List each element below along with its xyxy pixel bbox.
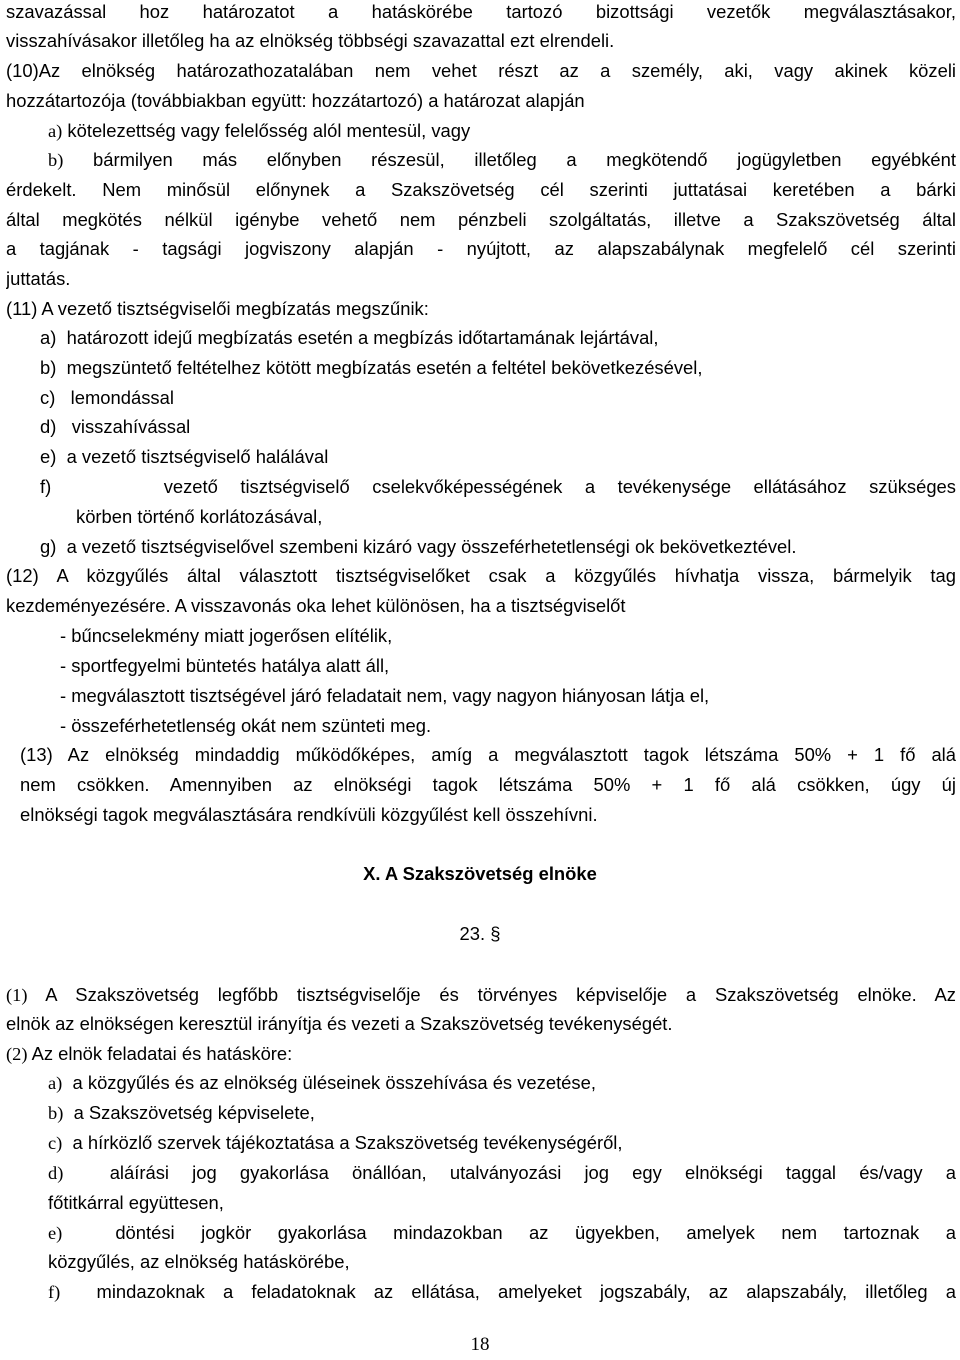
text-line: közgyűlés, az elnökség hatáskörébe, [48, 1251, 350, 1272]
text-line: (10)Az elnökség határozathozatalában nem vehet részt az a személy, aki, vagy akinek közeli [6, 60, 956, 81]
chapter-title: X. A Szakszövetség elnöke [363, 863, 597, 884]
list-item [48, 1128, 956, 1158]
list-label: c) [48, 1133, 63, 1153]
text-line: érdekelt. Nem minősül előnynek a Szakszövetség cél szerinti juttatásai keretében a bárki [6, 179, 956, 200]
list-item [48, 1277, 956, 1307]
text-line: körben történő korlátozásával, [76, 506, 323, 527]
list-text: kötelezettség vagy felelősség alól mentesül, vagy [67, 120, 471, 141]
text-line: nem csökken. Amennyiben az elnökségi tagok létszáma 50% + 1 fő alá csökken, úgy új [20, 774, 956, 795]
list-text: bármilyen más előnyben részesül, illetőleg a megkötendő jogügyletben egyébként [93, 149, 956, 170]
section-number: 23. § [459, 923, 501, 944]
list-text: döntési jogkör gyakorlása mindazokban az ügyekben, amelyek nem tartoznak a [115, 1222, 956, 1243]
list-label: a) [40, 327, 57, 348]
list-label: f) [40, 476, 52, 497]
list-text: vezető tisztségviselő cselekvőképességének a tevékenysége ellátásához szükséges [163, 476, 956, 497]
list-label: c) [40, 387, 56, 408]
list-item [48, 145, 956, 175]
list-label: d) [48, 1163, 64, 1183]
dash-item: - megválasztott tisztségével járó feladatait nem, vagy nagyon hiányosan látja el, [60, 685, 710, 706]
text-line: elnök az elnökségen keresztül irányítja és vezeti a Szakszövetség tevékenységét. [6, 1013, 673, 1034]
list-label: g) [40, 536, 57, 557]
text-line: visszahívásakor illetőleg ha az elnökség többségi szavazattal ezt elrendeli. [6, 30, 615, 51]
list-text: visszahívással [71, 416, 191, 437]
list-item [40, 383, 956, 413]
list-label: b) [48, 150, 64, 170]
list-item [48, 1098, 956, 1128]
text-line: főtitkárral együttesen, [48, 1192, 224, 1213]
text-line: által megkötés nélkül igénybe vehető nem pénzbeli szolgáltatás, illetve a Szakszövetség által [6, 209, 956, 230]
text-line: (13) Az elnökség mindaddig működőképes, amíg a megválasztott tagok létszáma 50% + 1 fő alá [20, 744, 956, 765]
paragraph-text: Az elnök feladatai és hatásköre: [31, 1043, 293, 1064]
list-item [40, 353, 956, 383]
paragraph-label: (1) [6, 985, 28, 1005]
text-line: juttatás. [6, 268, 71, 289]
text-line: szavazással hoz határozatot a hatáskörébe tartozó bizottsági vezetők megválasztásakor, [6, 1, 956, 22]
list-text: a vezető tisztségviselő halálával [66, 446, 329, 467]
paragraph-label: (2) [6, 1044, 28, 1064]
list-item [48, 1218, 956, 1248]
list-item [48, 1068, 956, 1098]
dash-item: - bűncselekmény miatt jogerősen elítélik, [60, 625, 393, 646]
section-heading: (11) A vezető tisztségviselői megbízatás megszűnik: [6, 298, 429, 319]
list-text: megszüntető feltételhez kötött megbízatás esetén a feltétel bekövetkezésével, [66, 357, 703, 378]
list-label: b) [48, 1103, 64, 1123]
list-text: a Szakszövetség képviselete, [73, 1102, 315, 1123]
text-line: elnökségi tagok megválasztására rendkívüli közgyűlést kell összehívni. [20, 804, 598, 825]
dash-item: - összeférhetetlenség okát nem szünteti meg. [60, 715, 432, 736]
list-label: a) [48, 121, 63, 141]
list-text: mindazoknak a feladatoknak az ellátása, amelyeket jogszabály, az alapszabály, illetőleg a [96, 1281, 956, 1302]
list-item [40, 442, 956, 472]
list-item [40, 412, 956, 442]
list-label: d) [40, 416, 57, 437]
list-label: e) [40, 446, 57, 467]
list-item [40, 323, 956, 353]
list-item [40, 532, 956, 562]
list-item [48, 1158, 956, 1188]
list-text: határozott idejű megbízatás esetén a megbízás időtartamának lejártával, [66, 327, 659, 348]
text-line: kezdeményezésére. A visszavonás oka lehet különösen, ha a tisztségviselőt [6, 595, 626, 616]
list-label: a) [48, 1073, 63, 1093]
paragraph-line [6, 1039, 956, 1069]
text-line: hozzátartozója (továbbiakban együtt: hozzátartozó) a határozat alapján [6, 90, 585, 111]
text-line: (12) A közgyűlés által választott tisztségviselőket csak a közgyűlés hívhatja vissza, bármelyik tag [6, 565, 956, 586]
list-text: a vezető tisztségviselővel szembeni kizáró vagy összeférhetetlenségi ok bekövetkeztével. [66, 536, 797, 557]
list-text: lemondással [70, 387, 174, 408]
list-label: e) [48, 1223, 63, 1243]
list-text: a közgyűlés és az elnökség üléseinek összehívása és vezetése, [72, 1072, 596, 1093]
paragraph-text: A Szakszövetség legfőbb tisztségviselője és törvényes képviselője a Szakszövetség elnöke. Az [45, 984, 956, 1005]
list-label: b) [40, 357, 57, 378]
list-text: a hírközlő szervek tájékoztatása a Szakszövetség tevékenységéről, [72, 1132, 623, 1153]
list-label: f) [48, 1282, 61, 1302]
list-item [48, 116, 956, 146]
text-line: a tagjának - tagsági jogviszony alapján - nyújtott, az alapszabálynak megfelelő cél szerinti [6, 238, 956, 259]
list-text: aláírási jog gyakorlása önállóan, utalványozási jog egy elnökségi taggal és/vagy a [109, 1162, 956, 1183]
dash-item: - sportfegyelmi büntetés hatálya alatt áll, [60, 655, 390, 676]
list-item [40, 472, 956, 502]
paragraph-line [6, 980, 956, 1010]
page-number: 18 [470, 1334, 490, 1355]
